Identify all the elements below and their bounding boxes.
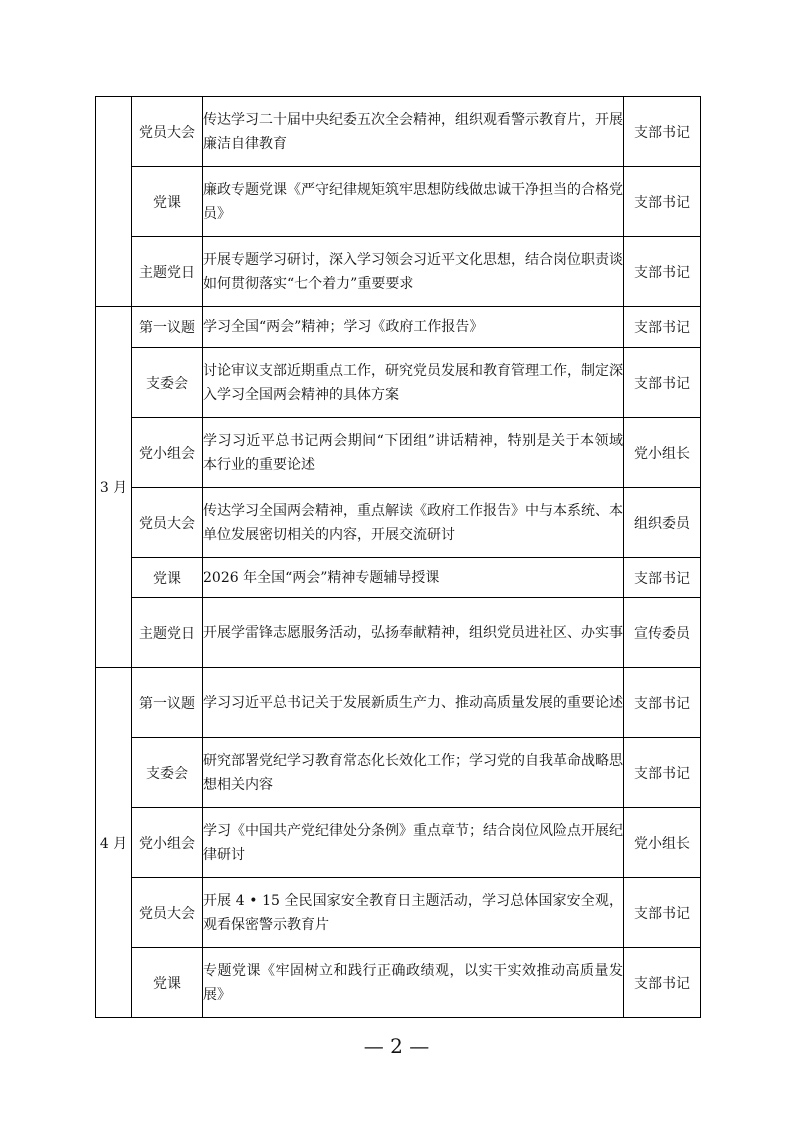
month-cell <box>96 97 132 307</box>
month-cell: 3 月 <box>96 307 132 668</box>
content-cell: 学习全国“两会”精神；学习《政府工作报告》 <box>203 307 624 348</box>
table-row <box>96 878 701 948</box>
table-row <box>96 558 701 598</box>
meeting-type-cell: 支委会 <box>132 738 203 808</box>
meeting-type-cell: 主题党日 <box>132 598 203 668</box>
content-cell: 传达学习全国两会精神，重点解读《政府工作报告》中与本系统、本单位发展密切相关的内容，开展交流研讨 <box>203 488 624 558</box>
content-cell: 学习习近平总书记两会期间“下团组”讲话精神，特别是关于本领域本行业的重要论述 <box>203 418 624 488</box>
table-row <box>96 348 701 418</box>
meeting-type-cell: 党员大会 <box>132 878 203 948</box>
month-cell: 4 月 <box>96 668 132 1018</box>
content-cell: 开展专题学习研讨，深入学习领会习近平文化思想，结合岗位职责谈如何贯彻落实“七个着力”重要要求 <box>203 237 624 307</box>
content-cell: 开展学雷锋志愿服务活动，弘扬奉献精神，组织党员进社区、办实事 <box>203 598 624 668</box>
content-cell: 2026 年全国“两会”精神专题辅导授课 <box>203 558 624 598</box>
owner-cell: 支部书记 <box>624 167 701 237</box>
meeting-type-cell: 第一议题 <box>132 668 203 738</box>
meeting-type-cell: 党课 <box>132 558 203 598</box>
content-cell: 专题党课《牢固树立和践行正确政绩观，以实干实效推动高质量发展》 <box>203 948 624 1018</box>
table-row <box>96 668 701 738</box>
table-row <box>96 488 701 558</box>
owner-cell: 支部书记 <box>624 558 701 598</box>
meeting-type-cell: 第一议题 <box>132 307 203 348</box>
content-cell: 学习习近平总书记关于发展新质生产力、推动高质量发展的重要论述 <box>203 668 624 738</box>
meeting-type-cell: 党课 <box>132 167 203 237</box>
owner-cell: 支部书记 <box>624 948 701 1018</box>
table-row <box>96 948 701 1018</box>
schedule-body <box>96 97 701 1018</box>
meeting-type-cell: 主题党日 <box>132 237 203 307</box>
owner-cell: 党小组长 <box>624 418 701 488</box>
content-cell: 讨论审议支部近期重点工作，研究党员发展和教育管理工作，制定深入学习全国两会精神的具体方案 <box>203 348 624 418</box>
table-row <box>96 237 701 307</box>
table-row <box>96 598 701 668</box>
table-row <box>96 808 701 878</box>
content-cell: 研究部署党纪学习教育常态化长效化工作；学习党的自我革命战略思想相关内容 <box>203 738 624 808</box>
content-cell: 廉政专题党课《严守纪律规矩筑牢思想防线做忠诚干净担当的合格党员》 <box>203 167 624 237</box>
table-row <box>96 97 701 167</box>
table-row <box>96 738 701 808</box>
table-row <box>96 418 701 488</box>
meeting-type-cell: 党员大会 <box>132 488 203 558</box>
content-cell: 学习《中国共产党纪律处分条例》重点章节；结合岗位风险点开展纪律研讨 <box>203 808 624 878</box>
meeting-type-cell: 支委会 <box>132 348 203 418</box>
meeting-type-cell: 党员大会 <box>132 97 203 167</box>
owner-cell: 宣传委员 <box>624 598 701 668</box>
owner-cell: 支部书记 <box>624 237 701 307</box>
page-number: — 2 — <box>363 1034 430 1058</box>
table-row <box>96 307 701 348</box>
meeting-schedule-table <box>95 96 701 1018</box>
content-cell: 传达学习二十届中央纪委五次全会精神，组织观看警示教育片，开展廉洁自律教育 <box>203 97 624 167</box>
owner-cell: 支部书记 <box>624 738 701 808</box>
owner-cell: 支部书记 <box>624 348 701 418</box>
owner-cell: 支部书记 <box>624 878 701 948</box>
meeting-type-cell: 党小组会 <box>132 808 203 878</box>
owner-cell: 党小组长 <box>624 808 701 878</box>
owner-cell: 支部书记 <box>624 668 701 738</box>
owner-cell: 支部书记 <box>624 97 701 167</box>
meeting-type-cell: 党小组会 <box>132 418 203 488</box>
meeting-type-cell: 党课 <box>132 948 203 1018</box>
table-row <box>96 167 701 237</box>
owner-cell: 支部书记 <box>624 307 701 348</box>
owner-cell: 组织委员 <box>624 488 701 558</box>
content-cell: 开展 4 • 15 全民国家安全教育日主题活动，学习总体国家安全观，观看保密警示教育片 <box>203 878 624 948</box>
